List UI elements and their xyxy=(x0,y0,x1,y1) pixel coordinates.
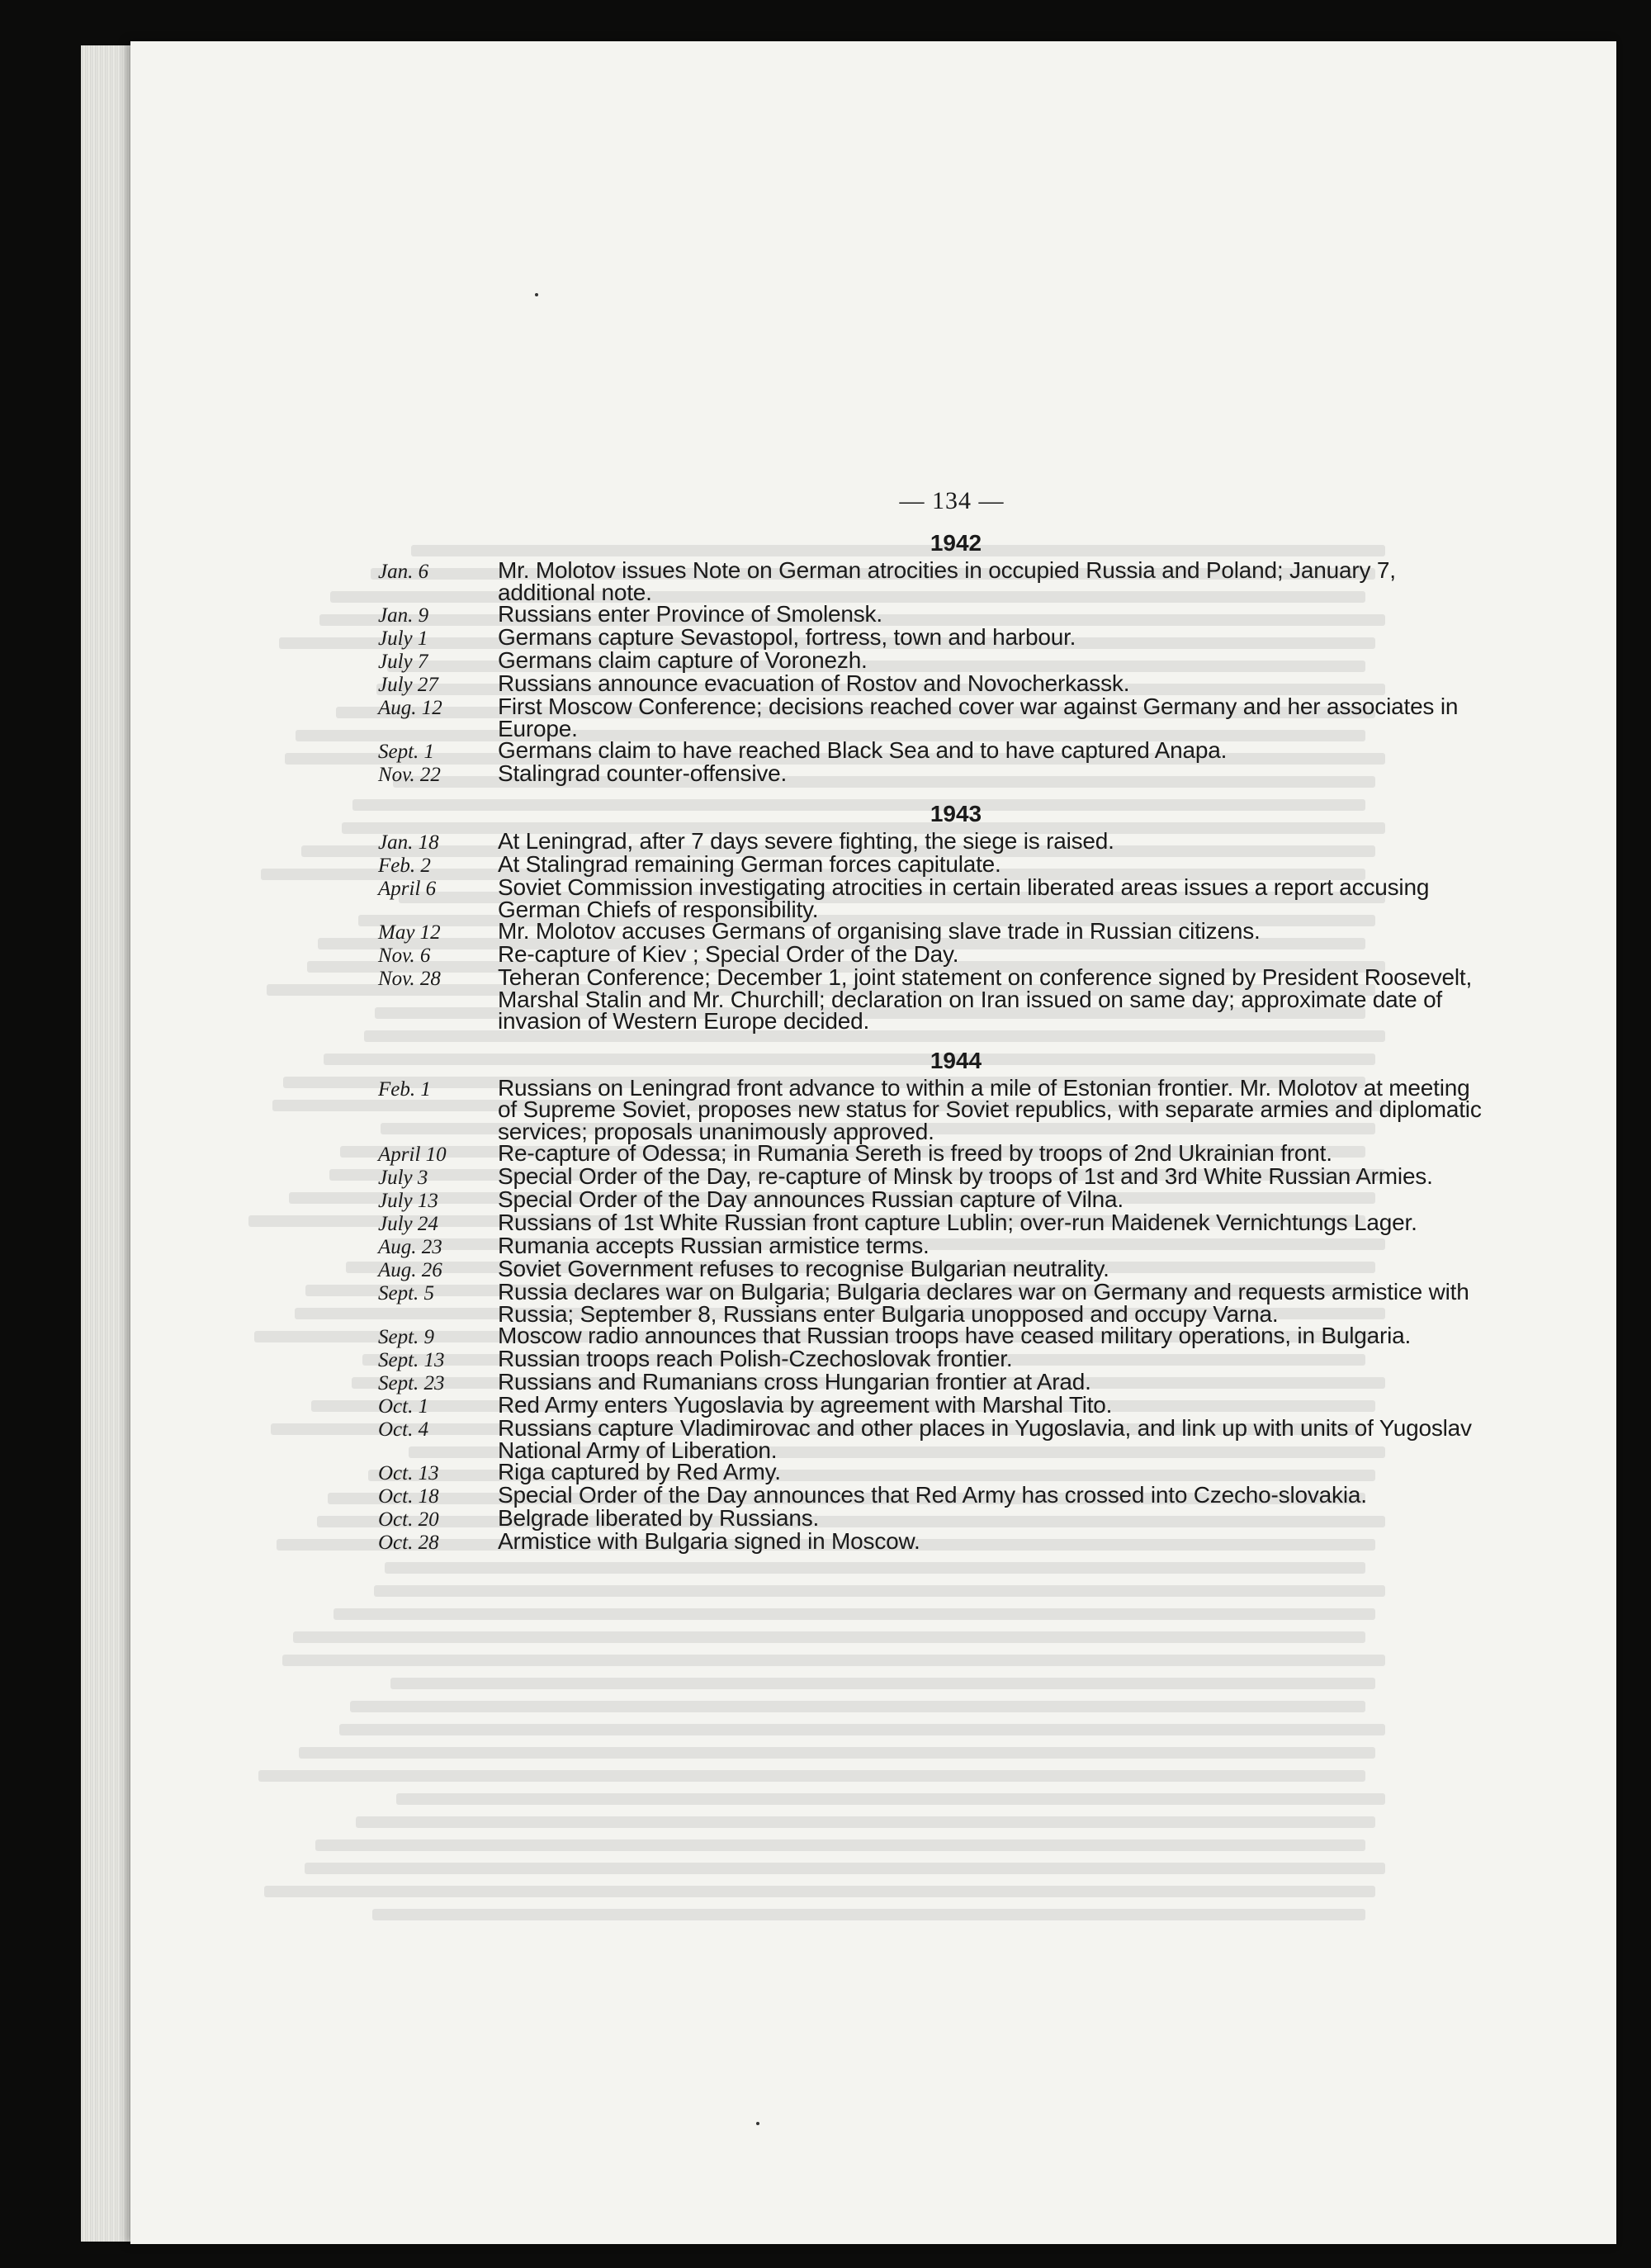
chronology-entry xyxy=(378,1235,1484,1258)
entry-text: Rumania accepts Russian armistice terms. xyxy=(498,1233,930,1258)
chronology-entry xyxy=(378,1528,1484,1554)
entry-text: Special Order of the Day announces Russian capture of Vilna. xyxy=(498,1186,1124,1212)
chronology-entry xyxy=(378,851,1484,877)
entry-text: Riga captured by Red Army. xyxy=(498,1459,781,1484)
entry-date: Aug. 23 xyxy=(378,1236,442,1258)
bleed-line xyxy=(258,1770,1365,1782)
entry-date: Oct. 18 xyxy=(378,1485,439,1508)
entry-text: Russians of 1st White Russian front capture Lublin; over-run Maidenek Vernichtungs Lager. xyxy=(498,1210,1417,1235)
year-heading: 1942 xyxy=(930,530,982,556)
bleed-line xyxy=(305,1863,1385,1874)
bleed-line xyxy=(339,1724,1385,1735)
entry-date: Jan. 9 xyxy=(378,604,429,627)
speck xyxy=(535,293,538,296)
entry-date: Oct. 4 xyxy=(378,1418,429,1441)
chronology-entry xyxy=(378,1212,1484,1235)
entry-date: Sept. 9 xyxy=(378,1326,435,1348)
bleed-line xyxy=(334,1608,1375,1620)
entry-text: Germans claim to have reached Black Sea and to have captured Anapa. xyxy=(498,737,1228,763)
entry-text: Russians and Rumanians cross Hungarian frontier at Arad. xyxy=(498,1369,1091,1394)
chronology-entry xyxy=(378,696,1484,740)
bleed-line xyxy=(282,1655,1385,1666)
chronology-sections xyxy=(378,530,1484,1554)
chronology-entry xyxy=(378,918,1484,944)
entry-date: April 6 xyxy=(378,878,437,900)
entry-date: Sept. 23 xyxy=(378,1372,445,1394)
entry-text: Red Army enters Yugoslavia by agreement with Marshal Tito. xyxy=(498,1392,1113,1418)
entry-date: Oct. 1 xyxy=(378,1395,429,1418)
entry-date: Sept. 13 xyxy=(378,1349,445,1371)
entry-text: Re-capture of Kiev ; Special Order of the Day. xyxy=(498,941,959,967)
entry-date: Feb. 1 xyxy=(378,1077,431,1101)
entry-date: Oct. 20 xyxy=(378,1508,439,1531)
entry-text: Russians on Leningrad front advance to within a mile of Estonian frontier. Mr. Molotov at meeting of Supreme Soviet, proposes new status for Soviet republics, with separate armies and diplomatic services; proposals unanimously approved. xyxy=(498,1074,1482,1144)
entry-date: May 12 xyxy=(378,921,441,944)
page-number: — 134 — xyxy=(899,487,1005,514)
chronology xyxy=(378,487,1484,1554)
chronology-entry xyxy=(378,1281,1484,1325)
entry-text: Mr. Molotov accuses Germans of organising slave trade in Russian citizens. xyxy=(498,918,1261,944)
entry-date: Feb. 2 xyxy=(378,855,431,877)
entry-text: Russia declares war on Bulgaria; Bulgaria declares war on Germany and requests armistice with Russia; September 8, Russians enter Bulgaria unopposed and occupy Varna. xyxy=(498,1279,1469,1327)
year-heading: 1943 xyxy=(930,801,982,826)
entry-date: Nov. 6 xyxy=(378,945,431,967)
entry-date: July 7 xyxy=(378,651,428,673)
chronology-entry xyxy=(378,1394,1484,1418)
chronology-entry xyxy=(378,557,1484,605)
entry-text: Teheran Conference; December 1, joint statement on conference signed by President Roosevelt, Marshal Stalin and Mr. Churchill; declaration on Iran issued on same day; approximate date of invasion of Western Europe decided. xyxy=(498,964,1473,1034)
book-page xyxy=(130,41,1616,2244)
entry-date: Aug. 26 xyxy=(378,1259,442,1281)
entry-date: Sept. 1 xyxy=(378,741,435,763)
chronology-entry xyxy=(378,1186,1484,1212)
chronology-entry xyxy=(378,1348,1484,1371)
entry-date: Oct. 28 xyxy=(378,1532,439,1554)
year-heading: 1944 xyxy=(930,1047,982,1073)
chronology-entry xyxy=(378,1258,1484,1281)
chronology-entry xyxy=(378,601,1484,627)
chronology-entry xyxy=(378,1505,1484,1531)
bleed-line xyxy=(350,1701,1365,1712)
entry-text: Soviet Commission investigating atrocities in certain liberated areas issues a report accusing German Chiefs of responsibility. xyxy=(498,874,1430,922)
chronology-entry xyxy=(378,1484,1484,1508)
chronology-entry xyxy=(378,624,1484,650)
chronology-entry xyxy=(378,874,1484,922)
chronology-entry xyxy=(378,964,1484,1034)
entry-text: Armistice with Bulgaria signed in Moscow. xyxy=(498,1528,920,1554)
entry-date: Jan. 18 xyxy=(378,831,439,854)
entry-date: July 3 xyxy=(378,1167,428,1189)
bleed-line xyxy=(315,1839,1365,1851)
entry-date: Aug. 12 xyxy=(378,697,442,719)
chronology-entry xyxy=(378,1325,1484,1348)
speck xyxy=(756,2122,759,2125)
entry-date: July 13 xyxy=(378,1190,438,1212)
bleed-line xyxy=(293,1631,1365,1643)
entry-text: Germans capture Sevastopol, fortress, town and harbour. xyxy=(498,624,1076,650)
bleed-line xyxy=(390,1678,1375,1689)
chronology-entry xyxy=(378,828,1484,854)
entry-date: July 24 xyxy=(378,1213,438,1235)
entry-text: Russians enter Province of Smolensk. xyxy=(498,601,882,627)
bleed-line xyxy=(299,1747,1375,1759)
chronology-entry xyxy=(378,670,1484,696)
chronology-entry xyxy=(378,941,1484,967)
entry-text: Soviet Government refuses to recognise Bulgarian neutrality. xyxy=(498,1256,1109,1281)
bleed-line xyxy=(264,1886,1375,1897)
bleed-line xyxy=(374,1585,1385,1597)
entry-text: Special Order of the Day, re-capture of Minsk by troops of 1st and 3rd White Russian Armies. xyxy=(498,1163,1433,1189)
entry-text: Germans claim capture of Voronezh. xyxy=(498,647,868,673)
entry-date: July 1 xyxy=(378,627,428,650)
chronology-entry xyxy=(378,760,1484,786)
bleed-line xyxy=(396,1793,1385,1805)
entry-text: Belgrade liberated by Russians. xyxy=(498,1505,820,1531)
chronology-entry xyxy=(378,1371,1484,1394)
chronology-entry xyxy=(378,737,1484,763)
chronology-entry xyxy=(378,1074,1484,1144)
entry-text: At Stalingrad remaining German forces capitulate. xyxy=(498,851,1001,877)
entry-text: Russians announce evacuation of Rostov and Novocherkassk. xyxy=(498,670,1130,696)
entry-text: Re-capture of Odessa; in Rumania Sereth is freed by troops of 2nd Ukrainian front. xyxy=(498,1140,1332,1166)
entry-text: Mr. Molotov issues Note on German atrocities in occupied Russia and Poland; January 7, additional note. xyxy=(498,557,1396,605)
bleed-line xyxy=(372,1909,1365,1920)
entry-date: Sept. 5 xyxy=(378,1282,435,1304)
chronology-entry xyxy=(378,647,1484,673)
bleed-line xyxy=(385,1562,1365,1574)
chronology-entry xyxy=(378,1415,1484,1463)
entry-text: First Moscow Conference; decisions reached cover war against Germany and her associates in Europe. xyxy=(498,694,1459,741)
chronology-entry xyxy=(378,1140,1484,1166)
chronology-entry xyxy=(378,1163,1484,1189)
entry-text: At Leningrad, after 7 days severe fighting, the siege is raised. xyxy=(498,828,1114,854)
bleed-line xyxy=(356,1816,1375,1828)
entry-text: Stalingrad counter-offensive. xyxy=(498,760,788,786)
entry-date: July 27 xyxy=(378,674,438,696)
entry-text: Moscow radio announces that Russian troops have ceased military operations, in Bulgaria. xyxy=(498,1323,1412,1348)
entry-text: Special Order of the Day announces that Red Army has crossed into Czecho-slovakia. xyxy=(498,1482,1367,1508)
entry-date: Jan. 6 xyxy=(378,561,429,583)
entry-date: Nov. 28 xyxy=(378,968,441,990)
chronology-entry xyxy=(378,1461,1484,1484)
entry-date: April 10 xyxy=(378,1143,447,1166)
entry-date: Oct. 13 xyxy=(378,1462,439,1484)
entry-text: Russian troops reach Polish-Czechoslovak frontier. xyxy=(498,1346,1013,1371)
entry-date: Nov. 22 xyxy=(378,764,441,786)
entry-text: Russians capture Vladimirovac and other places in Yugoslavia, and link up with units of Yugoslav National Army of Liberation. xyxy=(498,1415,1472,1463)
